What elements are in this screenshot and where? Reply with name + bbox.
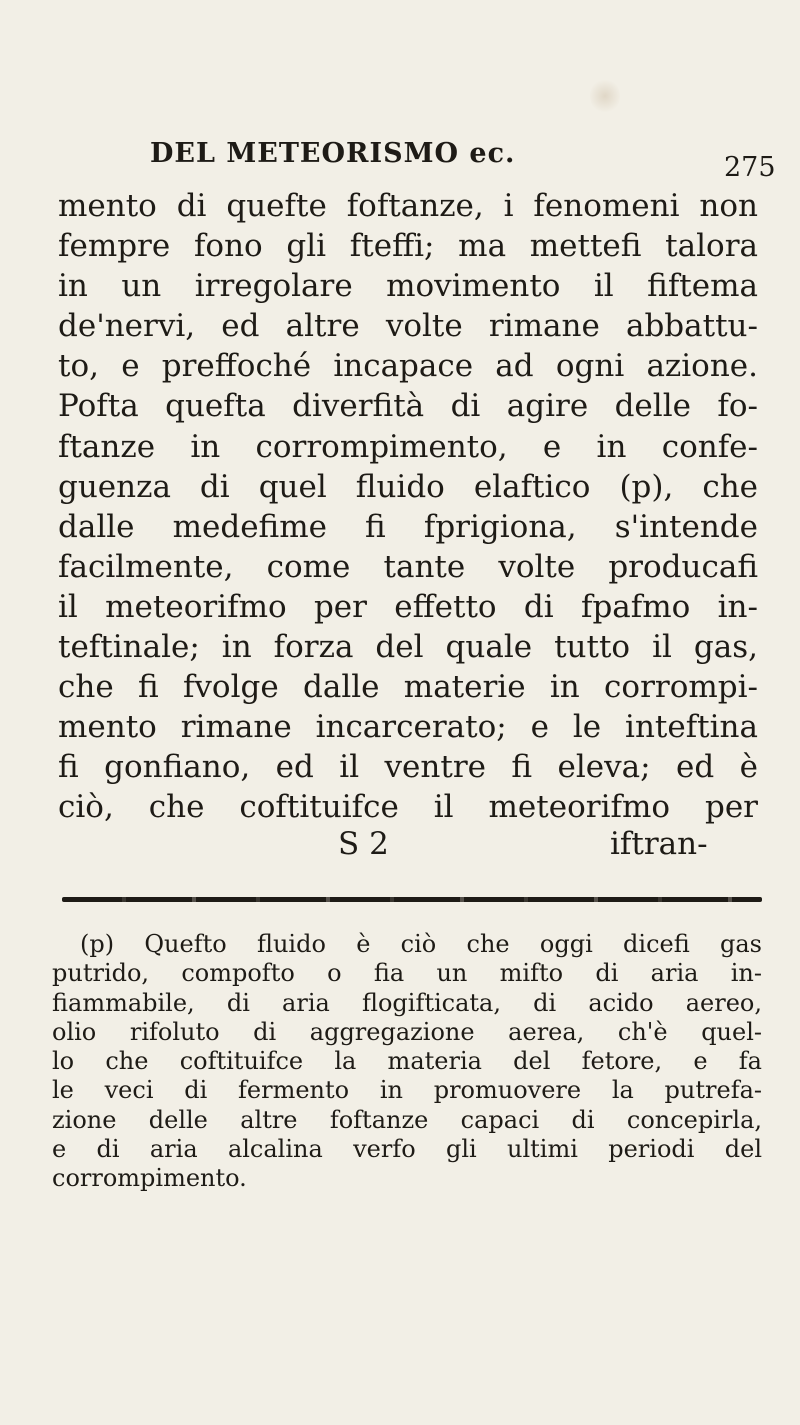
running-head: DEL METEORISMO ec. (150, 138, 516, 169)
footnote-line: olio rifoluto di aggregazione aerea, ch'è quel- (52, 1017, 762, 1046)
footnote-line: e di aria alcalina verfo gli ultimi periodi del (52, 1135, 762, 1164)
text-line: facilmente, come tante volte producafi (58, 548, 758, 585)
text-line: fempre fono gli fteffi; ma mettefi talora (58, 228, 758, 265)
signature-row (58, 826, 758, 866)
text-line: guenza di quel fluido elaftico (p), che (58, 468, 758, 505)
paper-stain (590, 78, 620, 114)
footnote-rule (62, 897, 762, 902)
text-line: to, e preffoché incapace ad ogni azione. (58, 348, 758, 385)
footnote-line: (p) Quefto fluido è ciò che oggi dicefi gas (80, 930, 762, 958)
footnote (52, 930, 762, 1194)
text-line: fi gonfiano, ed il ventre fi eleva; ed è (58, 749, 758, 786)
catchword: iftran- (610, 826, 708, 862)
text-line: mento rimane incarcerato; e le inteftina (58, 709, 758, 746)
footnote-line: fiammabile, di aria flogifticata, di acido aereo, (52, 988, 762, 1017)
text-line: che fi fvolge dalle materie in corrompi- (58, 669, 758, 706)
footnote-line: corrompimento. (52, 1164, 247, 1193)
footnote-line: putrido, compofto o fia un mifto di aria in- (52, 959, 762, 988)
text-line: de'nervi, ed altre volte rimane abbattu- (58, 308, 758, 345)
text-line: ciò, che coftituifce il meteorifmo per (58, 789, 758, 826)
text-line: mento di quefte foftanze, i fenomeni non (58, 188, 758, 224)
text-line: in un irregolare movimento il fiftema (58, 268, 758, 305)
text-line: teftinale; in forza del quale tutto il gas, (58, 629, 758, 666)
footnote-line: lo che coftituifce la materia del fetore, e fa (52, 1047, 762, 1076)
text-line: il meteorifmo per effetto di fpafmo in- (58, 588, 758, 625)
text-line: Pofta quefta diverfità di agire delle fo- (58, 388, 758, 425)
main-text (58, 186, 758, 828)
page-number: 275 (724, 152, 776, 183)
footnote-line: zione delle altre foftanze capaci di concepirla, (52, 1105, 762, 1134)
text-line: dalle medefime fi fprigiona, s'intende (58, 508, 758, 545)
footnote-line: le veci di fermento in promuovere la putrefa- (52, 1076, 762, 1105)
text-line: ftanze in corrompimento, e in confe- (58, 428, 758, 465)
printer-signature: S 2 (338, 826, 389, 862)
